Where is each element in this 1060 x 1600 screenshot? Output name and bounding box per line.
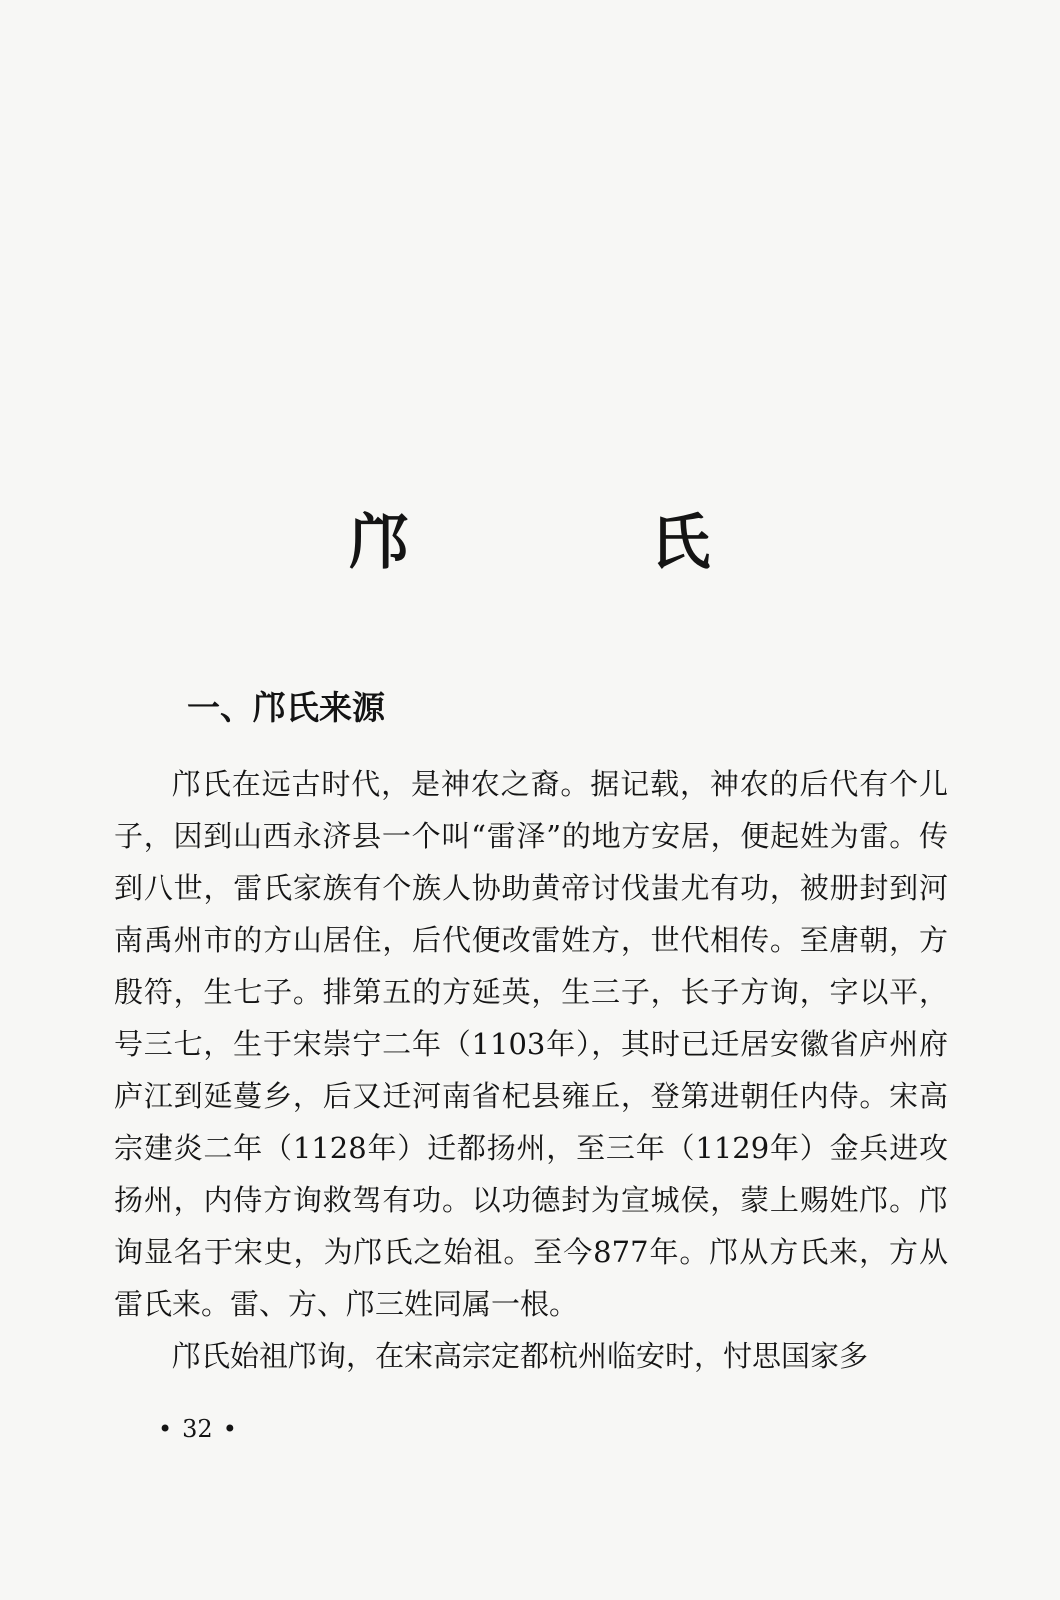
section-heading: 一、邝氏来源 [187,688,385,727]
body-text [114,758,948,1382]
page-number [148,1412,247,1446]
page-title: 邝 氏 [349,508,821,578]
paragraph-1: 邝氏在远古时代，是神农之裔。据记载，神农的后代有个儿子，因到山西永济县一个叫“雷泽”的地方安居，便起姓为雷。传到八世，雷氏家族有个族人协助黄帝讨伐蚩尤有功，被册封到河南禹州市的方山居住，后代便改雷姓方，世代相传。至唐朝，方殷符，生七子。排第五的方延英，生三子，长子方询，字以平，号三七，生于宋崇宁二年（1103年），其时已迁居安徽省庐州府庐江到延蔓乡，后又迁河南省杞县雍丘，登第进朝任内侍。宋高宗建炎二年（1128年）迁都扬州，至三年（1129年）金兵进攻扬州，内侍方询救驾有功。以功德封为宣城侯，蒙上赐姓邝。邝询显名于宋史，为邝氏之始祖。至今877年。邝从方氏来，方从雷氏来。雷、方、邝三姓同属一根。 [114,767,948,1321]
page-number-value: 32 [182,1415,213,1443]
paragraph-2: 邝氏始祖邝询，在宋高宗定都杭州临安时，忖思国家多 [172,1339,869,1373]
page-number-marker-left: • [158,1415,173,1443]
page-number-marker-right: • [222,1415,237,1443]
